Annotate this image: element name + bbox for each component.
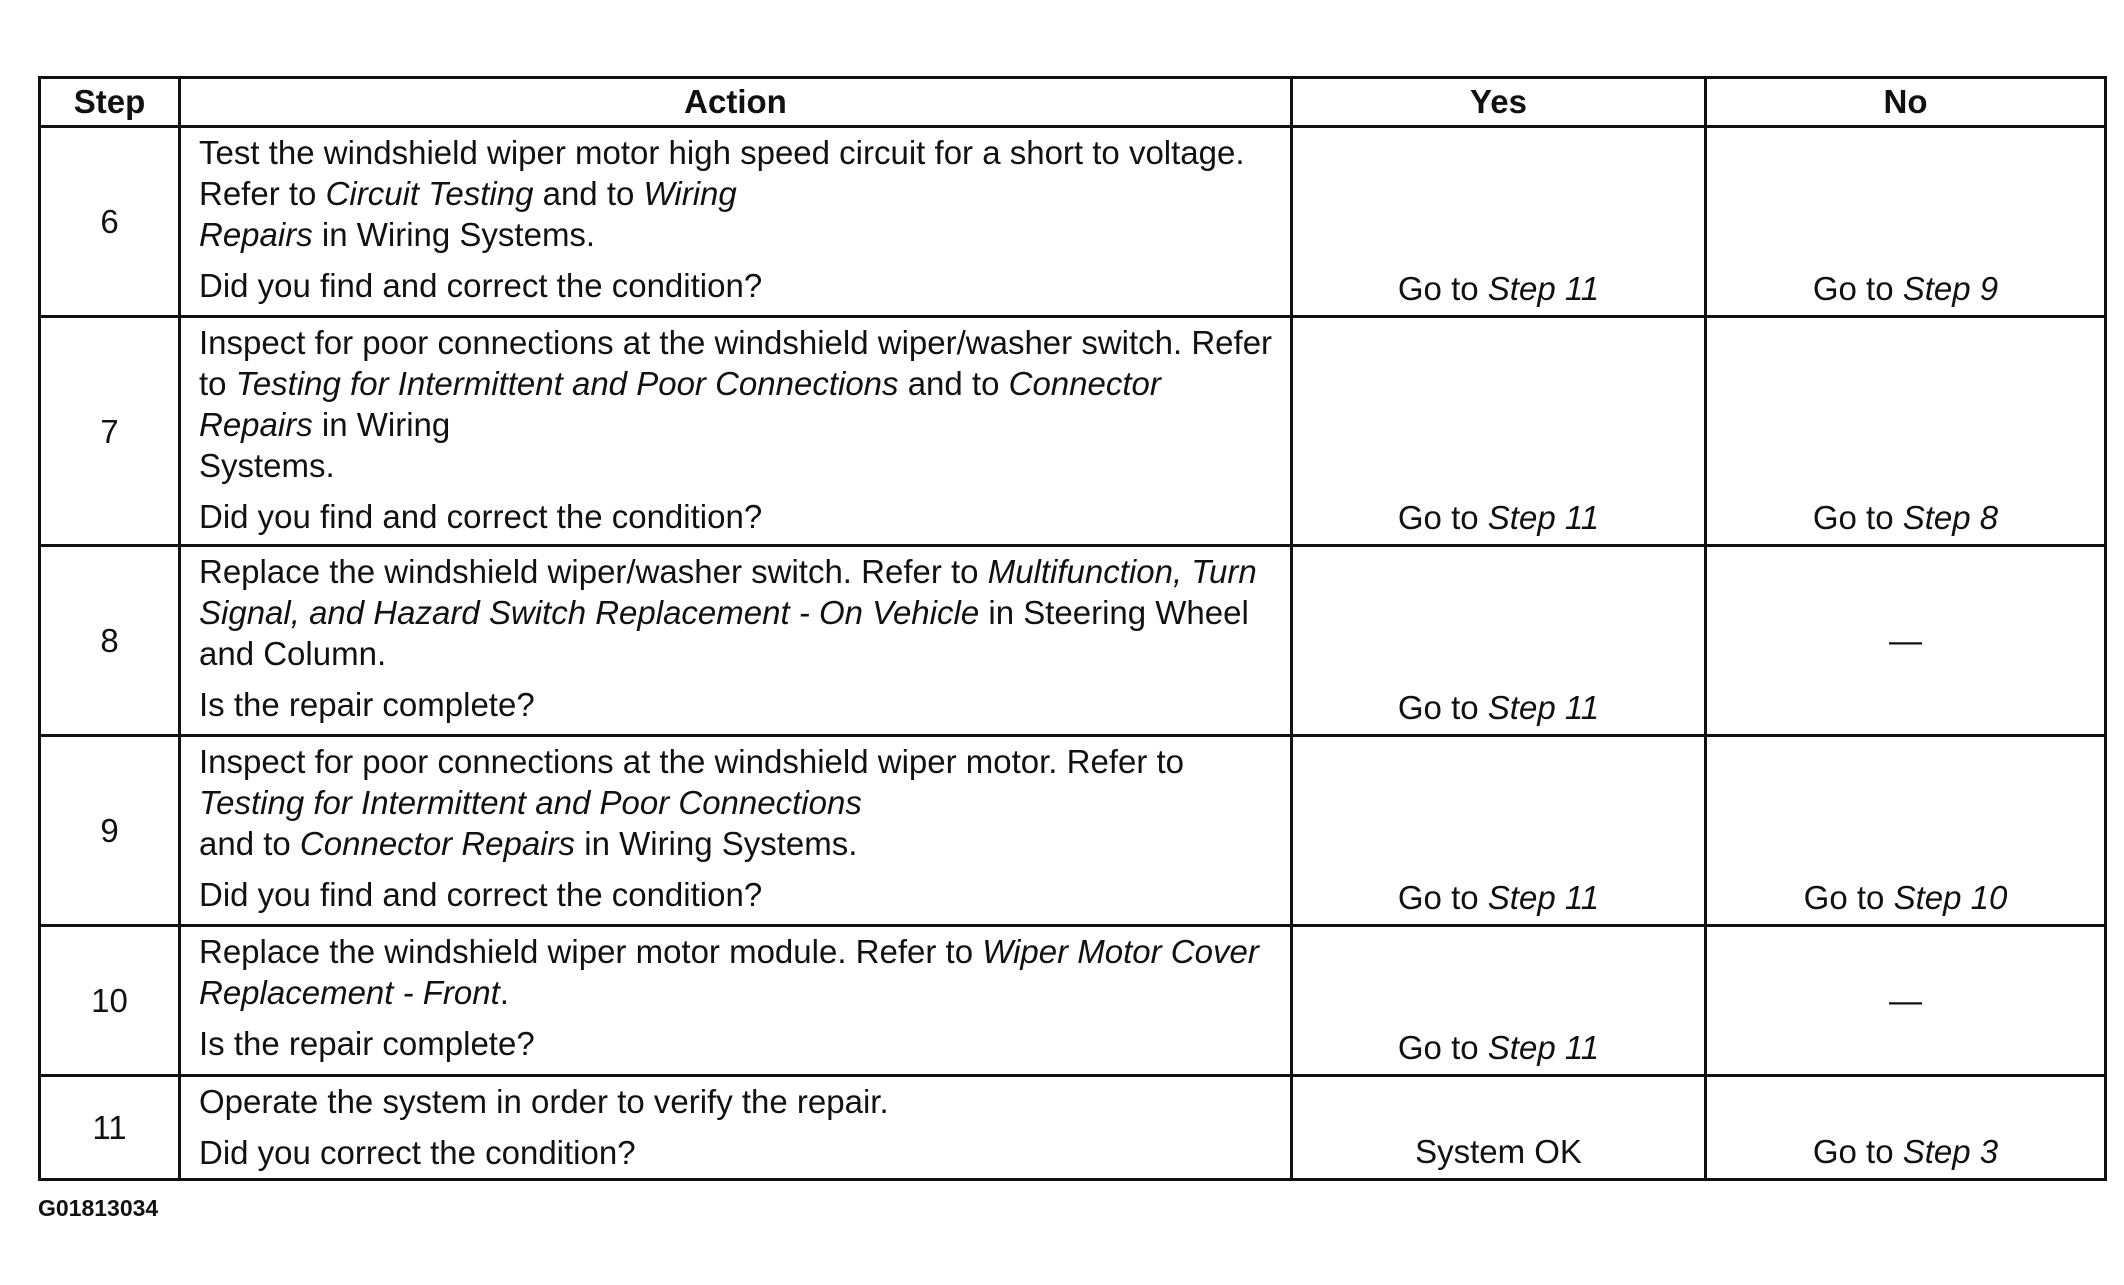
action-segment: Test the windshield wiper motor high speed circuit for a short to voltage. Refer to <box>199 134 1245 212</box>
no-goto-prefix: Go to <box>1812 1133 1903 1170</box>
no-goto-prefix: Go to <box>1812 499 1903 536</box>
action-reference: Wiring <box>643 175 737 212</box>
action-segment: in Wiring <box>312 406 451 443</box>
action-reference: Wiper Motor Cover Replacement - Front <box>199 933 1259 1011</box>
no-goto-prefix: Go to <box>1812 270 1903 307</box>
action-segment: . <box>499 974 509 1011</box>
action-question: Is the repair complete? <box>199 686 535 723</box>
no-cell <box>1706 926 2106 1076</box>
no-goto-prefix: Go to <box>1803 879 1894 916</box>
table-row <box>40 1076 2106 1180</box>
yes-cell <box>1292 317 1706 546</box>
yes-cell <box>1292 1076 1706 1180</box>
action-segment: and to <box>898 365 1009 402</box>
action-text <box>199 931 1276 1013</box>
action-reference: Circuit Testing <box>325 175 534 212</box>
action-question: Did you correct the condition? <box>199 1134 636 1171</box>
action-cell <box>180 1076 1292 1180</box>
action-segment: Inspect for poor connections at the windshield wiper motor. Refer to <box>199 743 1185 780</box>
table-row <box>40 317 2106 546</box>
action-cell <box>180 127 1292 317</box>
action-segment: and to <box>533 175 644 212</box>
no-goto-step: Step 8 <box>1902 499 1999 536</box>
action-segment: in Steering Wheel and Column. <box>199 594 1249 672</box>
action-reference: Testing for Intermittent and Poor Connections <box>235 365 899 402</box>
action-segment: in Wiring Systems. <box>312 216 596 253</box>
action-reference: Testing for Intermittent and Poor Connections <box>199 784 862 821</box>
yes-goto-prefix: Go to <box>1397 879 1488 916</box>
no-dash: — <box>1889 982 1922 1019</box>
no-cell <box>1706 736 2106 926</box>
action-reference: Repairs <box>199 216 313 253</box>
action-cell <box>180 736 1292 926</box>
table-row <box>40 546 2106 736</box>
action-segment: and to <box>199 825 300 862</box>
no-cell <box>1706 317 2106 546</box>
action-question: Did you find and correct the condition? <box>199 498 763 535</box>
header-step: Step <box>40 78 180 127</box>
action-segment: Systems. <box>199 447 335 484</box>
no-cell <box>1706 127 2106 317</box>
action-text <box>199 741 1276 864</box>
action-segment: in Wiring Systems. <box>575 825 858 862</box>
header-no: No <box>1706 78 2106 127</box>
action-text <box>199 322 1276 486</box>
action-reference: Connector Repairs <box>199 365 1161 443</box>
action-segment: Replace the windshield wiper/washer switch. Refer to <box>199 553 988 590</box>
action-question: Is the repair complete? <box>199 1025 535 1062</box>
step-number: 6 <box>40 127 180 317</box>
table-row <box>40 926 2106 1076</box>
figure-id: G01813034 <box>38 1195 159 1221</box>
action-cell <box>180 926 1292 1076</box>
yes-goto-step: Step 11 <box>1487 1029 1600 1066</box>
step-number: 9 <box>40 736 180 926</box>
table-body <box>40 127 2106 1180</box>
action-text <box>199 132 1276 255</box>
header-row <box>40 78 2106 127</box>
step-number: 11 <box>40 1076 180 1180</box>
action-question: Did you find and correct the condition? <box>199 267 763 304</box>
yes-goto-step: Step 11 <box>1487 879 1600 916</box>
diagnostic-table <box>38 76 2107 1181</box>
no-cell <box>1706 1076 2106 1180</box>
yes-cell <box>1292 926 1706 1076</box>
yes-cell <box>1292 127 1706 317</box>
no-cell <box>1706 546 2106 736</box>
yes-goto-prefix: Go to <box>1397 1029 1488 1066</box>
no-goto-step: Step 9 <box>1902 270 1999 307</box>
action-segment: Operate the system in order to verify the repair. <box>199 1083 889 1120</box>
action-text <box>199 551 1276 674</box>
yes-result: System OK <box>1415 1133 1582 1170</box>
yes-goto-step: Step 11 <box>1487 689 1600 726</box>
action-reference: Connector Repairs <box>299 825 576 862</box>
header-yes: Yes <box>1292 78 1706 127</box>
header-action: Action <box>180 78 1292 127</box>
no-goto-step: Step 10 <box>1893 879 2008 916</box>
action-question: Did you find and correct the condition? <box>199 876 763 913</box>
action-segment: Replace the windshield wiper motor module. Refer to <box>199 933 983 970</box>
step-number: 8 <box>40 546 180 736</box>
action-cell <box>180 317 1292 546</box>
step-number: 10 <box>40 926 180 1076</box>
yes-goto-prefix: Go to <box>1397 499 1488 536</box>
yes-goto-prefix: Go to <box>1397 270 1488 307</box>
step-number: 7 <box>40 317 180 546</box>
action-text <box>199 1081 1276 1122</box>
action-reference: Multifunction, Turn Signal, and Hazard Switch Replacement - On Vehicle <box>199 553 1257 631</box>
action-segment: Inspect for poor connections at the windshield wiper/washer switch. Refer to <box>199 324 1273 402</box>
yes-goto-prefix: Go to <box>1397 689 1488 726</box>
action-cell <box>180 546 1292 736</box>
table-row <box>40 127 2106 317</box>
table-row <box>40 736 2106 926</box>
yes-goto-step: Step 11 <box>1487 499 1600 536</box>
yes-goto-step: Step 11 <box>1487 270 1600 307</box>
yes-cell <box>1292 546 1706 736</box>
yes-cell <box>1292 736 1706 926</box>
no-dash: — <box>1889 622 1922 659</box>
no-goto-step: Step 3 <box>1902 1133 1999 1170</box>
